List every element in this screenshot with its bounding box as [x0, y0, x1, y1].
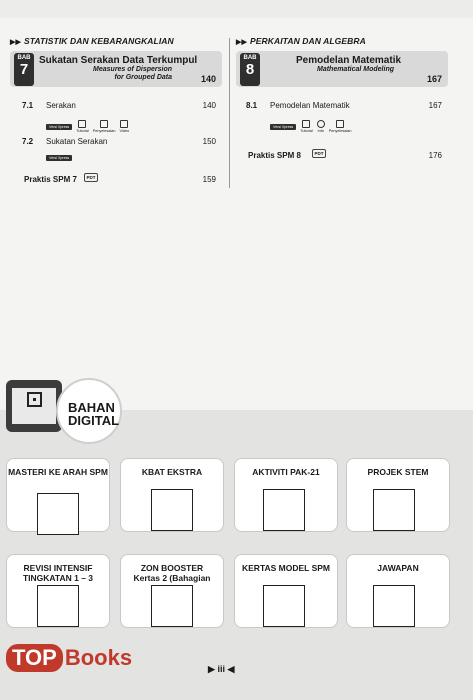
chapter-number-badge: BAB 7: [14, 53, 34, 86]
column-divider: [229, 38, 230, 188]
qr-placeholder: [373, 489, 415, 531]
left-section-title: ▶▶ STATISTIK DAN KEBARANGKALIAN: [10, 36, 174, 46]
qr-placeholder: [151, 489, 193, 531]
qr-placeholder: [37, 585, 79, 627]
resource-icons: [46, 151, 222, 161]
qr-placeholder: [263, 585, 305, 627]
tablet-qr-icon: [6, 380, 62, 432]
topbooks-watermark-logo: TOP Books: [6, 644, 132, 672]
versi-xpress-tag[interactable]: Versi Xpress: [270, 124, 296, 130]
digital-card-kbat[interactable]: KBAT EKSTRA: [120, 458, 224, 532]
toc-entry[interactable]: 7.2 Sukatan Serakan 150: [22, 137, 216, 146]
digital-card-zon-booster[interactable]: ZON BOOSTER Kertas 2 (Bahagian: [120, 554, 224, 628]
qr-placeholder: [373, 585, 415, 627]
praktis-spm-8[interactable]: Praktis SPM 8 PDT 176: [248, 151, 442, 160]
top-strip: [0, 0, 473, 18]
praktis-spm-7[interactable]: Praktis SPM 7 PDT 159: [24, 175, 216, 184]
double-arrow-icon: ▶▶: [10, 39, 21, 46]
chapter-page: 140: [200, 74, 216, 84]
arrow-right-icon: ▶: [208, 664, 215, 674]
tutorial-icon[interactable]: Tutorial: [76, 120, 89, 133]
penyelesaian-icon[interactable]: Penyelesaian: [329, 120, 352, 133]
qr-placeholder: [151, 585, 193, 627]
digital-card-masteri[interactable]: MASTERI KE ARAH SPM: [6, 458, 110, 532]
pdt-badge-icon: PDT: [84, 173, 98, 182]
chapter-7-header[interactable]: [10, 51, 222, 87]
video-icon[interactable]: Video: [120, 120, 130, 133]
chapter-number-badge: BAB 8: [240, 53, 260, 86]
digital-card-jawapan[interactable]: JAWAPAN: [346, 554, 450, 628]
resource-icons: [270, 115, 448, 133]
tutorial-icon[interactable]: Tutorial: [300, 120, 313, 133]
toc-entry[interactable]: 8.1 Pemodelan Matematik 167: [246, 101, 442, 110]
digital-card-revisi[interactable]: REVISI INTENSIF TINGKATAN 1 – 3: [6, 554, 110, 628]
resource-icons: [46, 115, 222, 133]
pdt-badge-icon: PDT: [312, 149, 326, 158]
chapter-title: Sukatan Serakan Data Terkumpul: [39, 55, 198, 66]
digital-card-aktiviti[interactable]: AKTIVITI PAK-21: [234, 458, 338, 532]
chapter-title: Pemodelan Matematik: [296, 55, 402, 66]
chapter-8-header[interactable]: [236, 51, 448, 87]
right-column: [236, 36, 448, 163]
chapter-subtitle: Mathematical Modeling: [316, 66, 394, 73]
right-section-title: ▶▶ PERKAITAN DAN ALGEBRA: [236, 36, 366, 46]
digital-card-kertas-model[interactable]: KERTAS MODEL SPM: [234, 554, 338, 628]
arrow-left-icon: ◀: [227, 664, 235, 674]
chapter-page: 167: [426, 74, 442, 84]
qr-placeholder: [263, 489, 305, 531]
toc-entry[interactable]: 7.1 Serakan 140: [22, 101, 216, 110]
page-number: ▶ iii ◀: [208, 664, 235, 674]
bahan-digital-heading: BAHAN DIGITAL: [56, 378, 122, 444]
versi-xpress-tag[interactable]: Versi Xpress: [46, 124, 72, 130]
info-icon[interactable]: Info: [317, 120, 325, 133]
digital-card-projek-stem[interactable]: PROJEK STEM: [346, 458, 450, 532]
penyelesaian-icon[interactable]: Penyelesaian: [93, 120, 116, 133]
qr-code-icon: [27, 392, 42, 407]
versi-xpress-tag[interactable]: Versi Xpress: [46, 155, 72, 161]
double-arrow-icon: ▶▶: [236, 39, 247, 46]
qr-placeholder: [37, 493, 79, 535]
left-column: [10, 36, 222, 187]
chapter-subtitle: Measures of Dispersion for Grouped Data: [93, 66, 172, 81]
